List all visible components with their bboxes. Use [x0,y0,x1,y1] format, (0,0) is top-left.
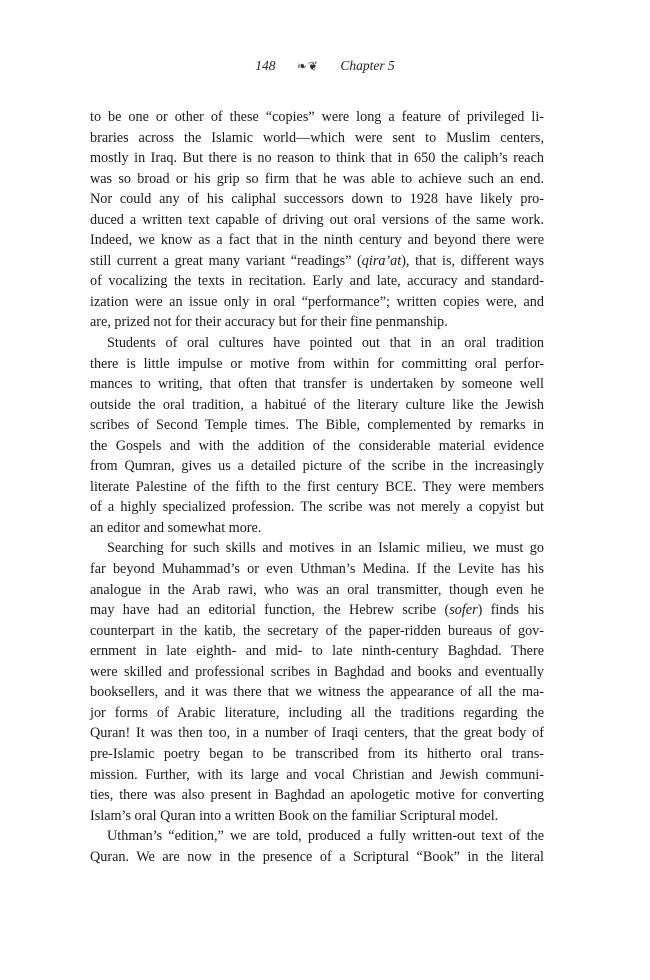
ornament-icon: ❧❦ [296,59,319,73]
text-line: of vocalizing the texts in recitation. Early and late, accuracy and standard- [90,273,544,290]
text-line: scribes of Second Temple times. The Bible, complemented by remarks in [90,417,544,434]
text-line: were skilled and professional scribes in Baghdad and books and eventually [90,663,544,680]
text-line: counterpart in the katib, the secretary of the paper-ridden bureaus of gov- [90,622,544,639]
text-line: duced a written text capable of driving out oral versions of the same work. [90,211,544,228]
text-line: jor forms of Arabic literature, including all the traditions regarding the [90,704,544,721]
text-line: an editor and somewhat more. [90,519,262,536]
running-head [0,56,650,76]
text-line: the Gospels and with the addition of the considerable material evidence [90,437,544,454]
text-line: are, prized not for their accuracy but for their fine penmanship. [90,314,448,331]
text-line: mostly in Iraq. But there is no reason to think that in 650 the caliph’s reach [90,150,544,167]
text-line: ernment in late eighth- and mid- to late ninth-century Baghdad. There [90,643,544,660]
text-line: ization were an issue only in oral “performance”; written copies were, and [90,293,544,310]
paragraph [90,333,544,538]
text-line: far beyond Muhammad’s or even Uthman’s Medina. If the Levite has his [90,561,544,578]
text-line: Students of oral cultures have pointed out that in an oral tradition [107,335,544,352]
body-text [90,107,544,867]
text-line: braries across the Islamic world—which were sent to Muslim centers, [90,129,544,146]
text-line: from Qumran, gives us a detailed picture of the scribe in the increasingly [90,458,544,475]
text-line: Quran! It was then too, in a number of Iraqi centers, that the great body of [90,725,544,742]
text-line: Islam’s oral Quran into a written Book on the familiar Scriptural model. [90,807,499,824]
text-line: analogue in the Arab rawi, who was an oral transmitter, though even he [90,581,544,598]
text-line: mances to writing, that often that transfer is undertaken by someone well [90,376,544,393]
text-line: Nor could any of his caliphal successors down to 1928 have likely pro- [90,191,544,208]
text-line: Uthman’s “edition,” we are told, produced a fully written-out text of the [107,828,544,845]
paragraph [90,538,544,826]
text-line: pre-Islamic poetry began to be transcribed from its hitherto oral trans- [90,745,544,762]
text-line: ties, there was also present in Baghdad an apologetic motive for converting [90,787,544,804]
text-line: to be one or other of these “copies” were long a feature of privileged li- [90,109,544,125]
paragraph [90,107,544,333]
text-line: booksellers, and it was there that we witness the appearance of all the ma- [90,684,544,701]
italic-term: sofer [449,602,478,619]
text-line: mission. Further, with its large and vocal Christian and Jewish communi- [90,766,544,783]
text-line: still current a great many variant “readings” (qira’at), that is, different ways [90,252,544,269]
text-line: Indeed, we know as a fact that in the ninth century and beyond there were [90,232,544,249]
text-line: of a highly specialized profession. The scribe was not merely a copyist but [90,499,544,516]
text-line: literate Palestine of the fifth to the first century BCE. They were members [90,478,544,495]
text-line: Searching for such skills and motives in an Islamic milieu, we must go [107,540,544,557]
text-line: there is little impulse or motive from within for committing oral perfor- [90,355,544,372]
paragraph [90,826,544,867]
chapter-title: Chapter 5 [340,58,395,73]
page-number: 148 [255,58,276,73]
text-line: was so broad or his grip so firm that he was able to achieve such an end. [90,170,544,187]
text-line: outside the oral tradition, a habitué of the literary culture like the Jewish [90,396,544,413]
text-line: may have had an editorial function, the Hebrew scribe (sofer) finds his [90,602,544,619]
text-line: Quran. We are now in the presence of a Scriptural “Book” in the literal [90,848,544,865]
italic-term: qira’at [361,252,402,269]
